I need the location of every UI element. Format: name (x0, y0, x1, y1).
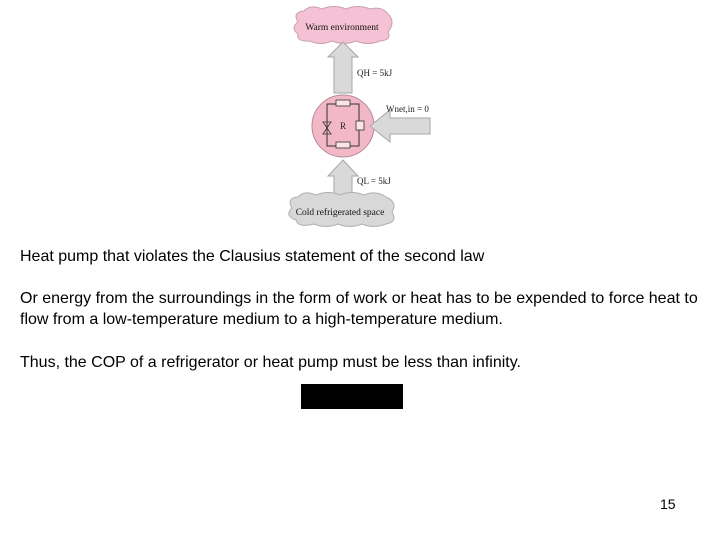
paragraph-energy: Or energy from the surroundings in the form of work or heat has to be expended to force heat to flow from a low-temperature medium to a high-temperature medium. (20, 290, 698, 328)
figure-caption: Heat pump that violates the Clausius statement of the second law (20, 248, 485, 265)
cold-space-label: Cold refrigerated space (295, 208, 385, 218)
refrigerator-device (312, 95, 374, 157)
work-input-arrow (370, 110, 430, 142)
paragraph-cop: Thus, the COP of a refrigerator or heat pump must be less than infinity. (20, 354, 521, 371)
page-number: 15 (660, 496, 676, 512)
ql-label: QL = 5kJ (357, 176, 391, 186)
qh-arrow (328, 42, 358, 93)
refrigerator-diagram (0, 0, 720, 240)
formula-image (301, 384, 403, 409)
warm-environment-label: Warm environment (305, 23, 379, 33)
qh-label: QH = 5kJ (357, 68, 393, 78)
device-label: R (340, 121, 347, 131)
cold-space-cloud (289, 193, 394, 227)
work-label: Wnet,in = 0 (386, 104, 429, 114)
warm-environment-cloud (294, 7, 392, 44)
